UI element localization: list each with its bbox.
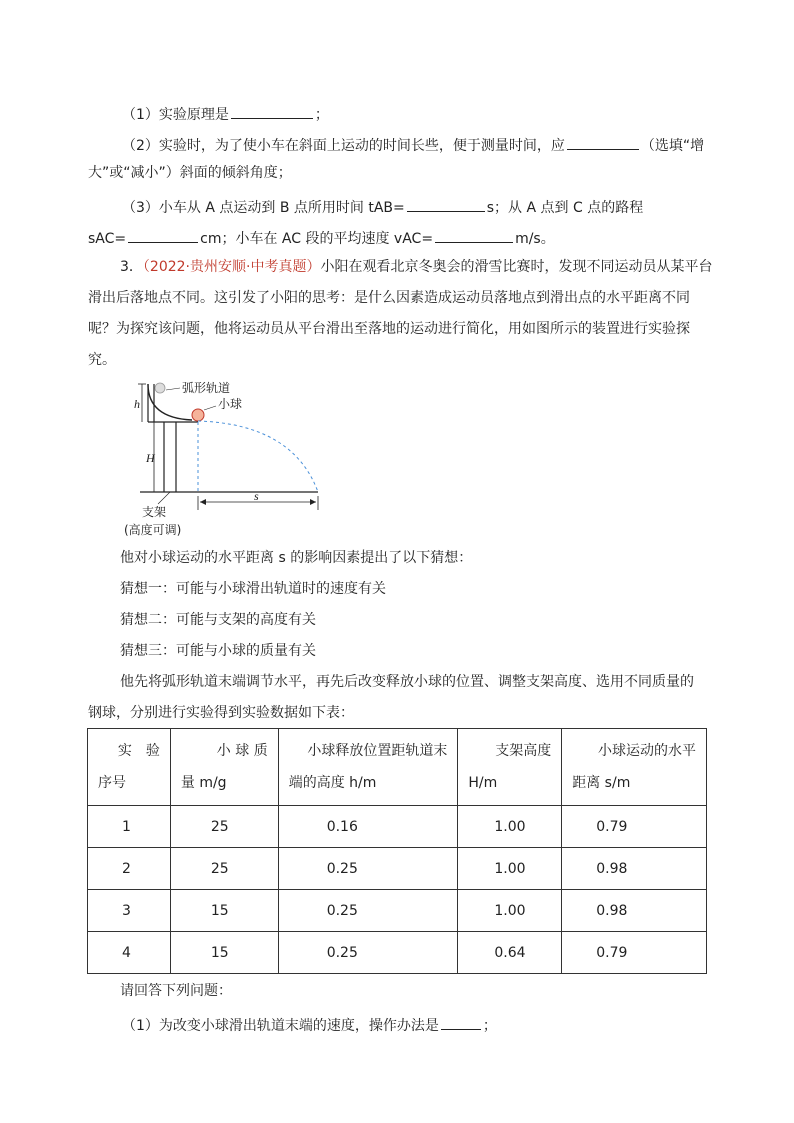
answer-blank[interactable] [231, 102, 313, 119]
hypothesis-1: 猜想一：可能与小球滑出轨道时的速度有关 [120, 581, 386, 597]
cell-mass: 15 [170, 890, 278, 932]
q2-part3 [122, 195, 643, 218]
part2-label: （2）实验时，为了使小车在斜面上运动的时间长些，便于测量时间，应 [122, 138, 565, 154]
q3-line1 [120, 257, 712, 277]
cell-s: 0.98 [562, 848, 707, 890]
label-track: 弧形轨道 [182, 381, 231, 395]
part1-tail: ； [314, 107, 329, 123]
table-header-row [88, 729, 707, 806]
table-row [88, 848, 707, 890]
q3-line2: 滑出后落地点不同。这引发了小阳的思考：是什么因素造成运动员落地点到滑出点的水平距离不同 [88, 290, 690, 306]
cell-s: 0.79 [562, 806, 707, 848]
q1-label: （1）为改变小球滑出轨道末端的速度，操作办法是 [122, 1018, 439, 1034]
hypothesis-3: 猜想三：可能与小球的质量有关 [120, 643, 316, 659]
answer-blank[interactable] [407, 195, 485, 212]
label-h: h [134, 397, 140, 411]
trajectory [198, 421, 318, 492]
table-row [88, 890, 707, 932]
part3-vac-label: cm；小车在 AC 段的平均速度 vAC= [200, 231, 434, 247]
q2-part3-line2 [88, 226, 555, 249]
q3-line4: 究。 [88, 352, 116, 368]
cell-h: 0.25 [278, 848, 458, 890]
cell-H: 1.00 [458, 848, 562, 890]
label-s: s [254, 489, 259, 503]
hypothesis-2: 猜想二：可能与支架的高度有关 [120, 612, 316, 628]
cell-h: 0.25 [278, 932, 458, 974]
q1-tail: ； [482, 1018, 497, 1034]
cell-s: 0.79 [562, 932, 707, 974]
answer-blank[interactable] [128, 226, 198, 243]
header-cell: 小球释放位置距轨道末 端的高度 h/m [278, 729, 458, 806]
question-1 [122, 1013, 497, 1036]
ball-end [192, 409, 204, 421]
data-table [87, 728, 707, 974]
cell-h: 0.25 [278, 890, 458, 932]
cell-trial: 1 [88, 806, 171, 848]
answer-blank[interactable] [567, 133, 639, 150]
questions-prompt: 请回答下列问题： [120, 983, 232, 999]
cell-s: 0.98 [562, 890, 707, 932]
q3-line3: 呢？为探究该问题，他将运动员从平台滑出至落地的运动进行简化，用如图所示的装置进行实验探 [88, 321, 690, 337]
cell-H: 1.00 [458, 806, 562, 848]
part3-label: （3）小车从 A 点运动到 B 点所用时间 tAB= [122, 200, 405, 216]
cell-h: 0.16 [278, 806, 458, 848]
answer-blank[interactable] [435, 226, 513, 243]
q3-text: 小阳在观看北京冬奥会的滑雪比赛时，发现不同运动员从某平台 [320, 259, 713, 275]
question-source: （2022·贵州安顺·中考真题） [142, 259, 321, 275]
part3-mid: s；从 A 点到 C 点的路程 [486, 200, 644, 216]
q2-part2-line2: 大”或“减小”）斜面的倾斜角度； [88, 165, 292, 181]
q2-part1 [122, 102, 329, 125]
method-line2: 钢球，分别进行实验得到实验数据如下表： [88, 705, 354, 721]
q2-part2 [122, 133, 704, 156]
label-ball: 小球 [218, 397, 243, 411]
method-line1: 他先将弧形轨道末端调节水平，再先后改变释放小球的位置、调整支架高度、选用不同质量的 [120, 674, 694, 690]
table-row [88, 932, 707, 974]
part3-sac-label: sAC= [88, 231, 127, 247]
header-cell: 支架高度 H/m [458, 729, 562, 806]
cell-trial: 2 [88, 848, 171, 890]
label-stand: 支架 [142, 505, 167, 519]
part3-unit: m/s。 [515, 231, 555, 247]
experiment-diagram [118, 378, 328, 538]
cell-mass: 25 [170, 806, 278, 848]
cell-H: 1.00 [458, 890, 562, 932]
hypotheses-intro: 他对小球运动的水平距离 s 的影响因素提出了以下猜想： [120, 550, 473, 566]
cell-trial: 3 [88, 890, 171, 932]
cell-H: 0.64 [458, 932, 562, 974]
cell-mass: 15 [170, 932, 278, 974]
part2-tail: （选填“增 [640, 138, 705, 154]
label-adjust: (高度可调) [124, 523, 182, 537]
table-row [88, 806, 707, 848]
cell-mass: 25 [170, 848, 278, 890]
header-cell: 小 球 质 量 m/g [170, 729, 278, 806]
label-H: H [146, 451, 155, 465]
header-cell: 小球运动的水平 距离 s/m [562, 729, 707, 806]
cell-trial: 4 [88, 932, 171, 974]
question-number: 3． [120, 259, 143, 275]
ball-start [155, 383, 165, 393]
part1-label: （1）实验原理是 [122, 107, 229, 123]
header-cell: 实 验 序号 [88, 729, 171, 806]
answer-blank[interactable] [441, 1013, 481, 1030]
